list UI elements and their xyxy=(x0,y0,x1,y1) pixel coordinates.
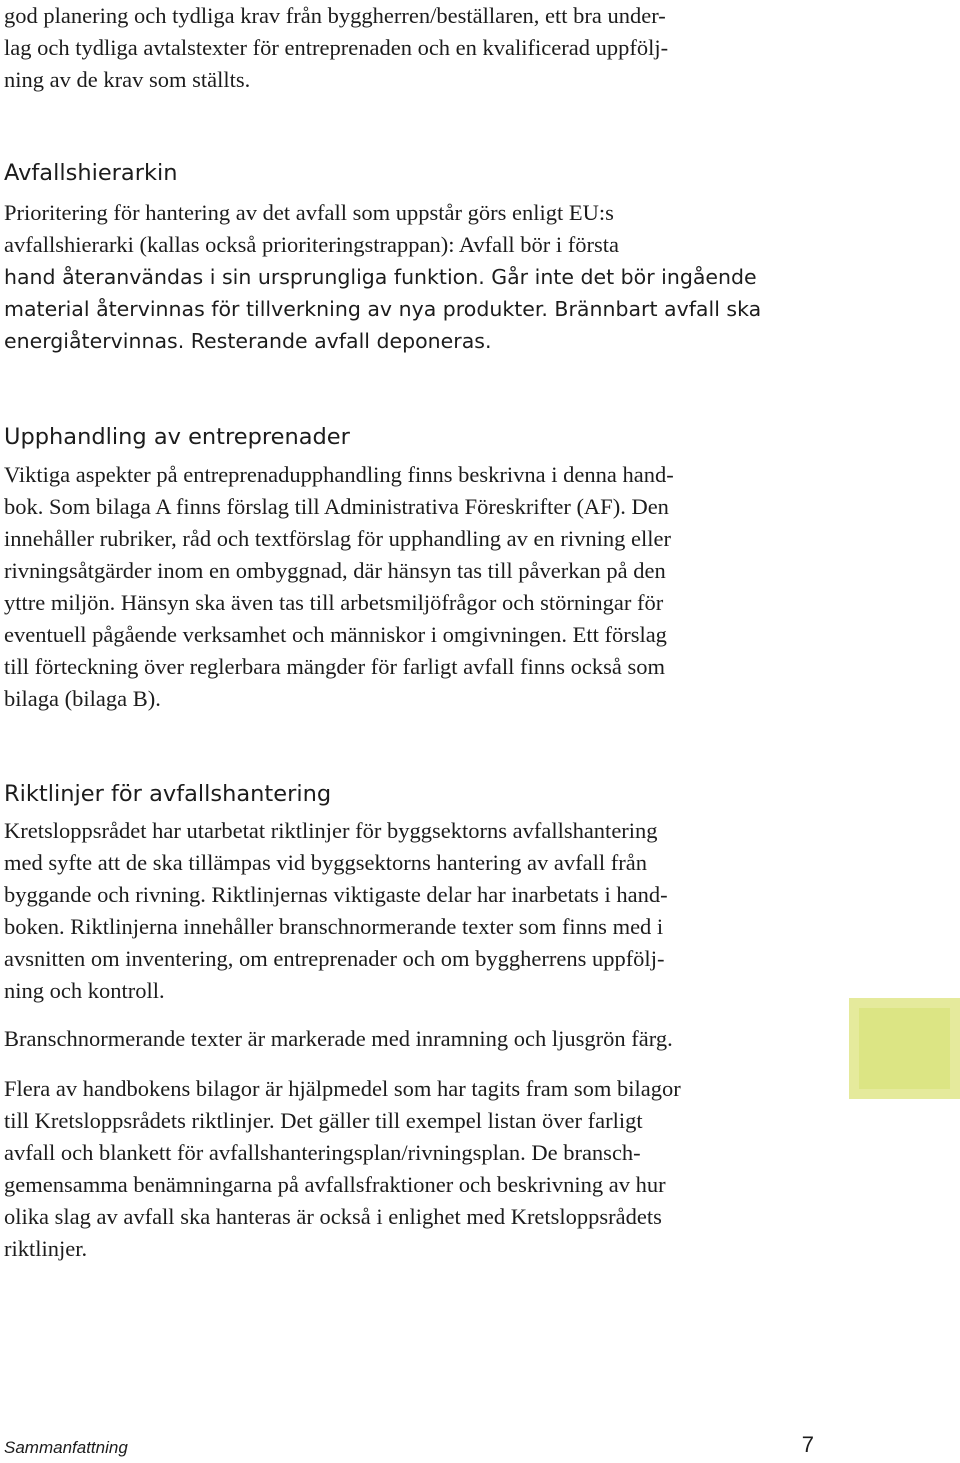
text-line: bilaga (bilaga B). xyxy=(4,686,161,711)
text-line: energiåtervinnas. Resterande avfall deponeras. xyxy=(4,329,492,353)
branch-norm-color-swatch xyxy=(859,1008,950,1089)
text-line: riktlinjer. xyxy=(4,1236,88,1261)
text-line: olika slag av avfall ska hanteras är också i enlighet med Kretsloppsrådets xyxy=(4,1204,662,1229)
text-line: eventuell pågående verksamhet och människor i omgivningen. Ett förslag xyxy=(4,622,667,647)
text-line: med syfte att de ska tillämpas vid byggsektorns hantering av avfall från xyxy=(4,850,647,875)
text-line: avsnitten om inventering, om entreprenader och om byggherrens uppfölj- xyxy=(4,946,665,971)
text-line: Flera av handbokens bilagor är hjälpmedel som har tagits fram som bilagor xyxy=(4,1076,681,1101)
section-heading: Riktlinjer för avfallshantering xyxy=(4,781,332,807)
text-line: boken. Riktlinjerna innehåller branschnormerande texter som finns med i xyxy=(4,914,664,939)
text-line: ning av de krav som ställts. xyxy=(4,67,251,92)
footer-section-label: Sammanfattning xyxy=(4,1438,128,1457)
text-line: avfallshierarki (kallas också prioriteringstrappan): Avfall bör i första xyxy=(4,232,619,257)
text-line: lag och tydliga avtalstexter för entreprenaden och en kvalificerad uppfölj- xyxy=(4,35,669,60)
text-line: hand återanvändas i sin ursprungliga funktion. Går inte det bör ingående xyxy=(4,265,757,289)
text-line: rivningsåtgärder inom en ombyggnad, där hänsyn tas till påverkan på den xyxy=(4,558,666,583)
text-line: Branschnormerande texter är markerade med inramning och ljusgrön färg. xyxy=(4,1026,673,1051)
text-line: ning och kontroll. xyxy=(4,978,165,1003)
text-line: gemensamma benämningarna på avfallsfraktioner och beskrivning av hur xyxy=(4,1172,666,1197)
branch-norm-color-marker xyxy=(849,998,960,1099)
text-line: Prioritering för hantering av det avfall som uppstår görs enligt EU:s xyxy=(4,200,614,225)
text-line: byggande och rivning. Riktlinjernas viktigaste delar har inarbetats i hand- xyxy=(4,882,668,907)
text-line: yttre miljön. Hänsyn ska även tas till arbetsmiljöfrågor och störningar för xyxy=(4,590,664,615)
text-line: avfall och blankett för avfallshanteringsplan/rivningsplan. De bransch- xyxy=(4,1140,641,1165)
text-line: Kretsloppsrådet har utarbetat riktlinjer för byggsektorns avfallshantering xyxy=(4,818,658,843)
text-line: material återvinnas för tillverkning av nya produkter. Brännbart avfall ska xyxy=(4,297,762,321)
text-line: innehåller rubriker, råd och textförslag för upphandling av en rivning eller xyxy=(4,526,671,551)
section-heading: Upphandling av entreprenader xyxy=(4,424,350,450)
page-number: 7 xyxy=(801,1432,814,1457)
text-line: bok. Som bilaga A finns förslag till Administrativa Föreskrifter (AF). Den xyxy=(4,494,669,519)
text-line: Viktiga aspekter på entreprenadupphandling finns beskrivna i denna hand- xyxy=(4,462,674,487)
text-line: till förteckning över reglerbara mängder för farligt avfall finns också som xyxy=(4,654,666,679)
text-line: god planering och tydliga krav från byggherren/beställaren, ett bra under- xyxy=(4,3,666,28)
section-heading: Avfallshierarkin xyxy=(4,160,178,186)
text-line: till Kretsloppsrådets riktlinjer. Det gäller till exempel listan över farligt xyxy=(4,1108,643,1133)
